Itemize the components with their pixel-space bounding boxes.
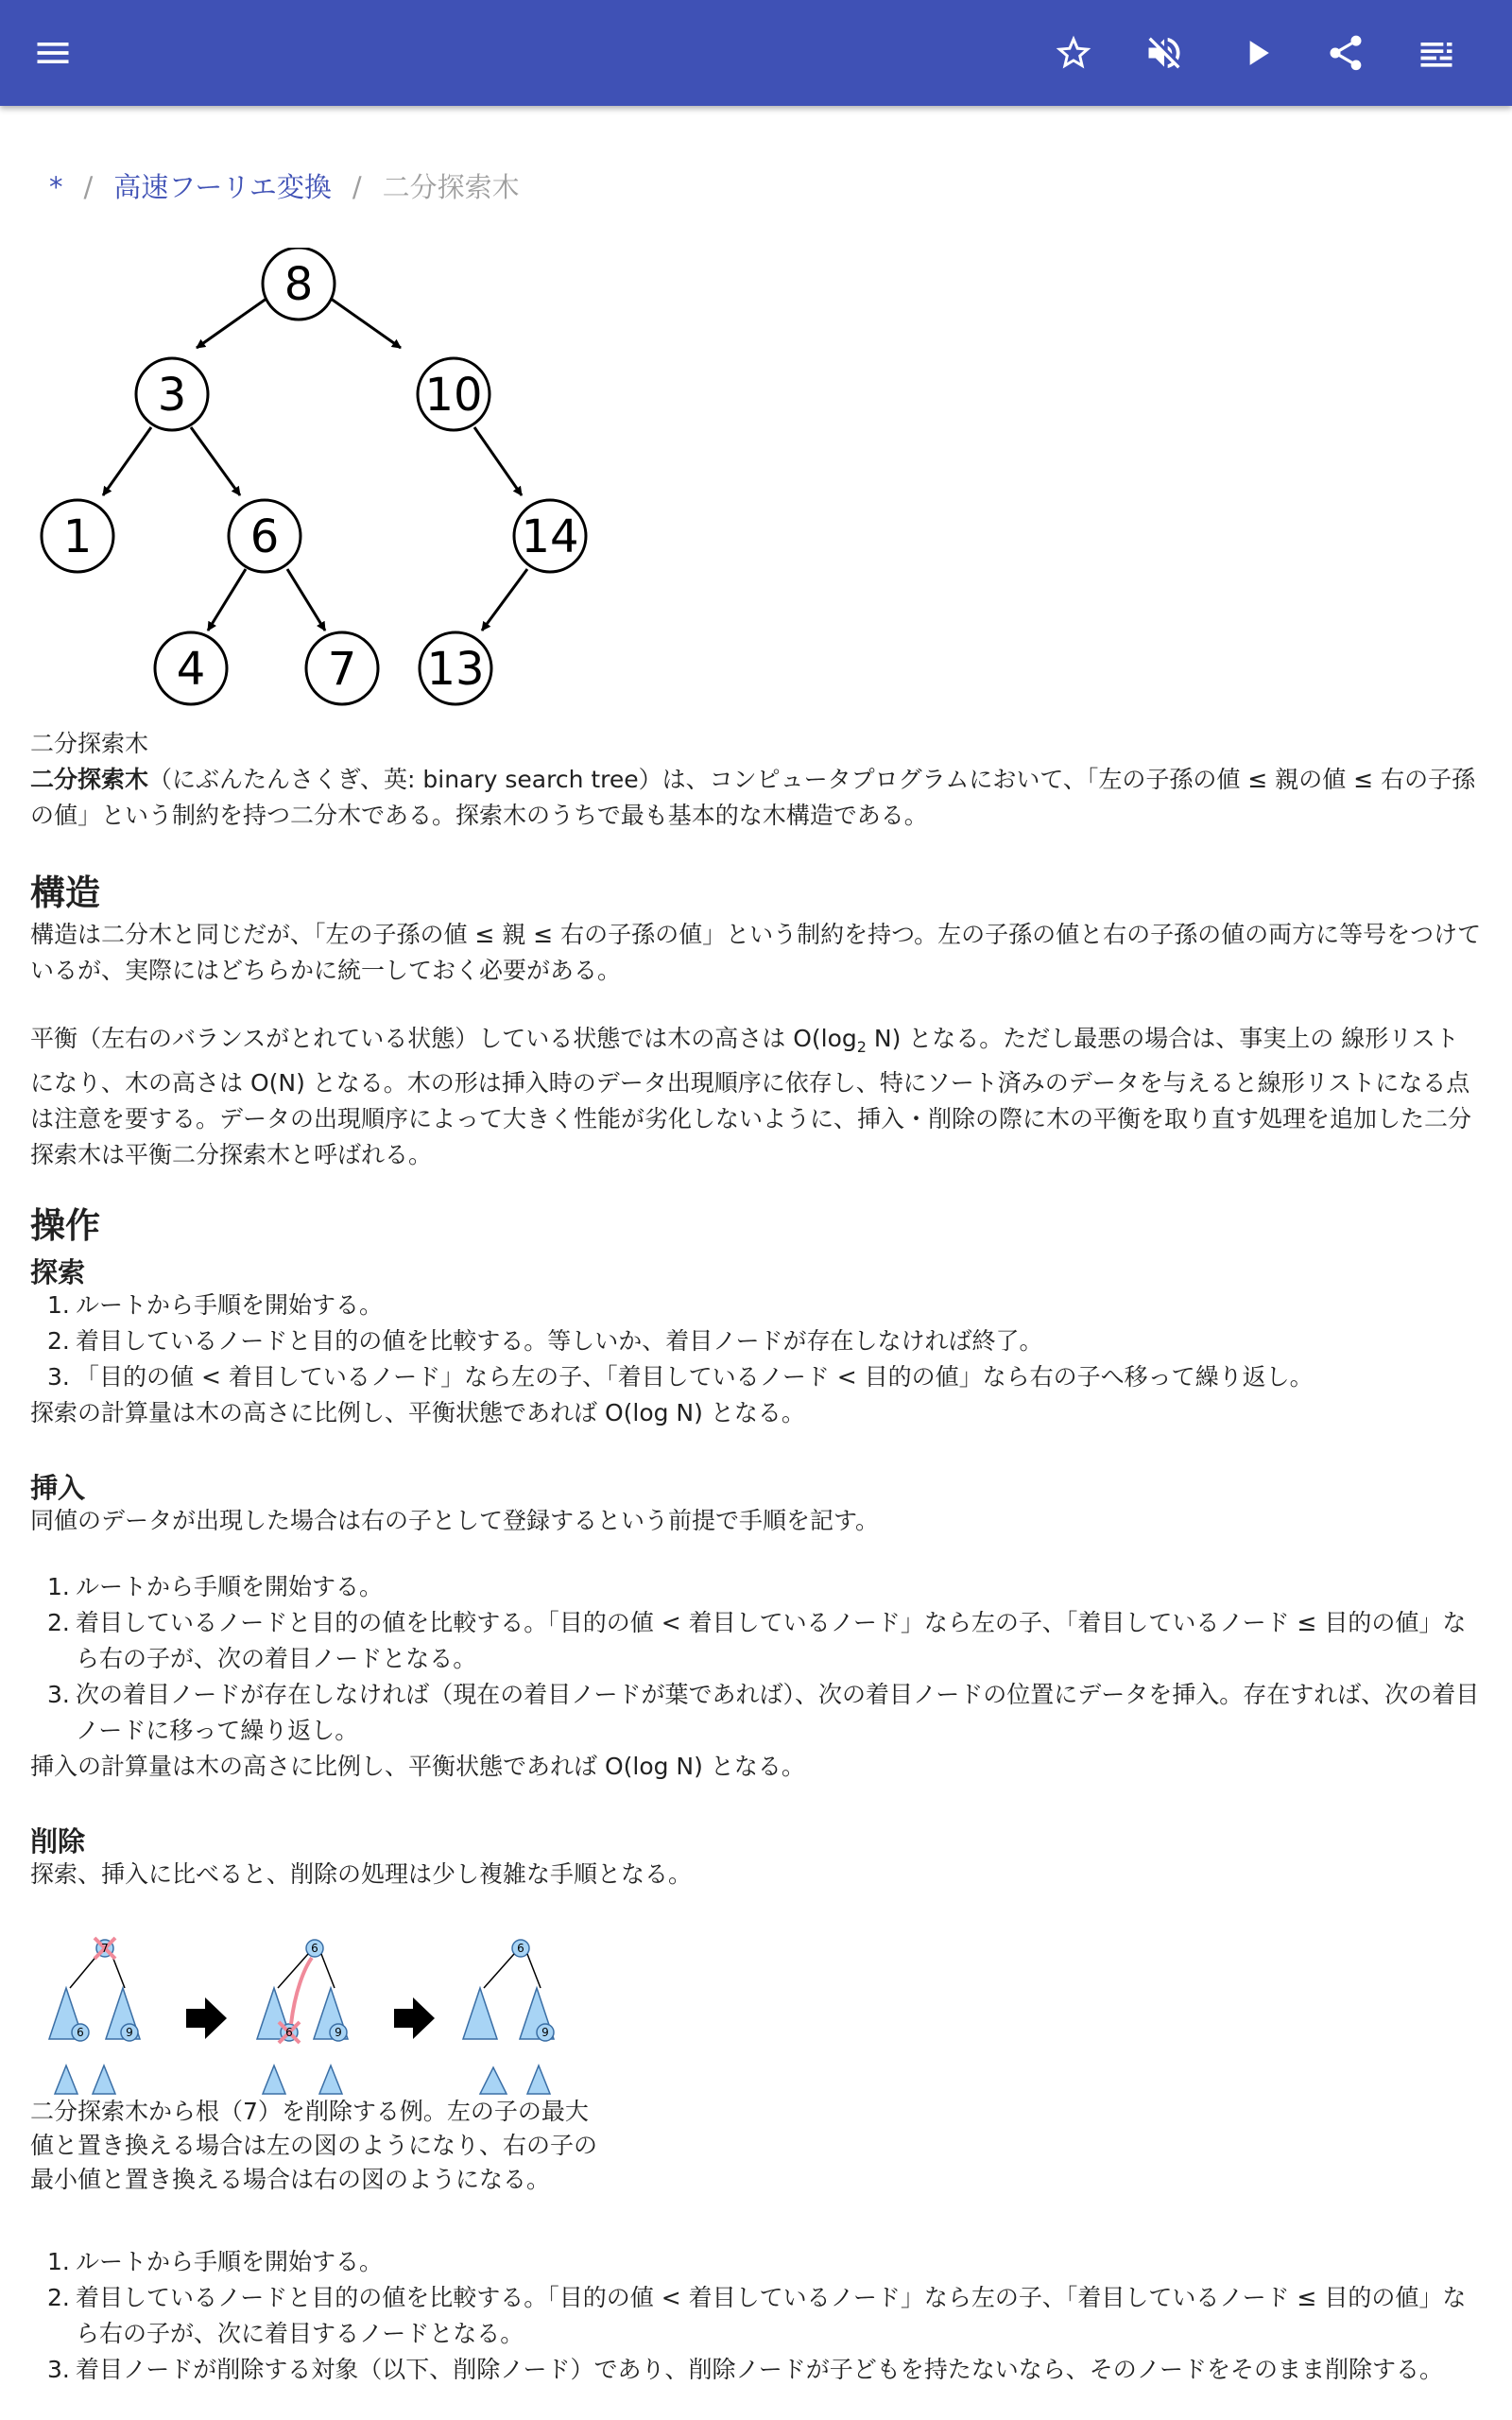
star-outline-icon[interactable]	[1047, 26, 1100, 79]
figure-node-label: 6	[311, 1942, 318, 1955]
subsection-heading-insert: 挿入	[30, 1472, 86, 1504]
tree-node-label: 10	[424, 369, 483, 422]
share-icon[interactable]	[1319, 26, 1372, 79]
figure-node-label: 9	[335, 2026, 342, 2039]
subsection-heading-search: 探索	[30, 1256, 86, 1288]
binary-search-tree-figure[interactable]	[30, 248, 607, 720]
insert-steps-list	[30, 1569, 1486, 1749]
insert-complexity-note: 挿入の計算量は木の高さに比例し、平衡状態であれば O(log N) となる。	[30, 1753, 805, 1780]
tree-node-label: 14	[521, 510, 579, 563]
structure-paragraph-2-part-b: N) となる。ただし最悪の場合は、事実上の 線形リスト になり、木の高さは O(N) となる。木の形は挿入時のデータ出現順序に依存し、特にソート済みのデータを与えると線形リストになる点は注意を要する。データの出現順序によって大きく性能が劣化しないように、挿入・削除の際に木の平衡を取り直す処理を追加した二分探索木は平衡二分探索木と呼ばれる。	[30, 1025, 1472, 1168]
intro-text: （にぶんたんさくぎ、英: binary search tree）は、コンピュータプログラムにおいて、「左の子孫の値 ≤ 親の値 ≤ 右の子孫の値」という制約を持つ二分木である。探索木のうちで最も基本的な木構造である。	[30, 766, 1476, 829]
list-item: 2. 着目しているノードと目的の値を比較する。等しいか、着目ノードが存在しなければ終了。	[47, 1327, 1043, 1355]
hamburger-menu-icon[interactable]	[26, 26, 79, 79]
playlist-icon[interactable]	[1410, 26, 1463, 79]
list-item: 3. 「目的の値 < 着目しているノード」なら左の子、「着目しているノード < 目的の値」なら右の子へ移って繰り返し。	[47, 1363, 1314, 1391]
app-bar	[0, 0, 1512, 106]
tree-node-label: 8	[284, 258, 314, 311]
structure-paragraph-2	[30, 1021, 1486, 1173]
figure-node-label: 9	[541, 2026, 549, 2039]
intro-paragraph	[30, 762, 1486, 834]
search-steps-list	[30, 1288, 1486, 1395]
breadcrumb-separator: /	[352, 171, 362, 203]
breadcrumb-home[interactable]: *	[49, 171, 63, 203]
structure-paragraph-1: 構造は二分木と同じだが、「左の子孫の値 ≤ 親 ≤ 右の子孫の値」という制約を持つ。左の子孫の値と右の子孫の値の両方に等号をつけているが、実際にはどちらかに統一しておく必要がある。	[30, 921, 1482, 984]
tree-node-label: 13	[426, 643, 485, 696]
structure-paragraph-2-part-a: 平衡（左右のバランスがとれている状態）している状態では木の高さは O(log	[30, 1025, 857, 1052]
list-item: 2. 着目しているノードと目的の値を比較する。「目的の値 < 着目しているノード」なら左の子、「着目しているノード ≤ 目的の値」なら右の子が、次の着目ノードとなる。	[47, 1609, 1467, 1672]
figure-node-label: 6	[517, 1942, 524, 1955]
list-item: 2. 着目しているノードと目的の値を比較する。「目的の値 < 着目しているノード」なら左の子、「着目しているノード ≤ 目的の値」なら右の子が、次に着目するノードとなる。	[47, 2284, 1467, 2347]
figure-caption: 二分探索木	[30, 730, 149, 757]
play-icon[interactable]	[1230, 26, 1283, 79]
list-item: 3. 次の着目ノードが存在しなければ（現在の着目ノードが葉であれば）、次の着目ノードの位置にデータを挿入。存在すれば、次の着目ノードに移って繰り返し。	[47, 1681, 1480, 1744]
intro-term: 二分探索木	[30, 766, 149, 793]
figure-node-label: 9	[126, 2026, 133, 2039]
tree-node-label: 6	[249, 510, 280, 563]
section-heading-operations: 操作	[30, 1205, 100, 1246]
log-subscript: 2	[856, 1038, 867, 1056]
breadcrumb	[49, 166, 520, 205]
figure-node-label: 7	[101, 1942, 109, 1955]
volume-off-icon[interactable]	[1138, 26, 1191, 79]
tree-node-label: 3	[157, 369, 187, 422]
search-complexity-note: 探索の計算量は木の高さに比例し、平衡状態であれば O(log N) となる。	[30, 1399, 805, 1426]
list-item: 3. 着目ノードが削除する対象（以下、削除ノード）であり、削除ノードが子どもを持たないなら、そのノードをそのまま削除する。	[47, 2356, 1444, 2383]
breadcrumb-parent[interactable]: 高速フーリエ変換	[113, 171, 332, 203]
list-item: 1. ルートから手順を開始する。	[47, 1573, 384, 1600]
delete-figure-caption: 二分探索木から根（7）を削除する例。左の子の最大値と置き換える場合は左の図のようになり、右の子の最小値と置き換える場合は右の図のようになる。	[30, 2098, 598, 2193]
breadcrumb-separator: /	[83, 171, 94, 203]
list-item: 1. ルートから手順を開始する。	[47, 1291, 384, 1319]
tree-node-label: 7	[327, 643, 357, 696]
tree-node-label: 4	[176, 643, 206, 696]
insert-intro: 同値のデータが出現した場合は右の子として登録するという前提で手順を記す。	[30, 1507, 880, 1534]
delete-example-figure[interactable]	[30, 1926, 597, 2115]
figure-node-label: 6	[77, 2026, 84, 2039]
breadcrumb-current: 二分探索木	[382, 171, 520, 203]
list-item: 1. ルートから手順を開始する。	[47, 2248, 384, 2275]
delete-steps-list	[30, 2244, 1486, 2388]
subsection-heading-delete: 削除	[30, 1825, 86, 1858]
tree-node-label: 1	[62, 510, 93, 563]
figure-node-label: 6	[285, 2026, 293, 2039]
delete-intro: 探索、挿入に比べると、削除の処理は少し複雑な手順となる。	[30, 1860, 693, 1888]
section-heading-structure: 構造	[30, 873, 100, 913]
